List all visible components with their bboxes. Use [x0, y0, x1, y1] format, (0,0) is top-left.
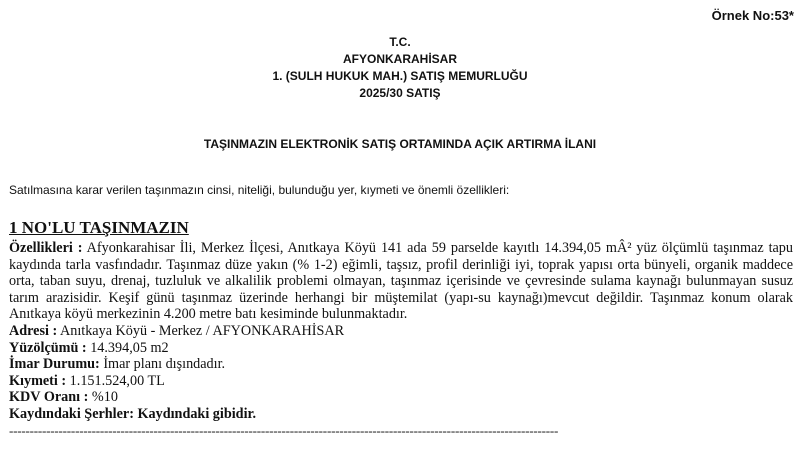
header-line-tc: T.C.	[389, 35, 411, 49]
property-features	[9, 240, 793, 323]
vat-value: %10	[91, 389, 118, 406]
address-label: Adresi :	[9, 322, 58, 339]
property-section	[9, 218, 793, 439]
vat-label: KDV Oranı :	[9, 389, 89, 406]
zoning-label: İmar Durumu:	[9, 356, 100, 373]
notice-title: TAŞINMAZIN ELEKTRONİK SATIŞ ORTAMINDA AÇIK ARTIRMA İLANI	[203, 137, 597, 151]
value-row	[9, 373, 793, 390]
annotations-row	[9, 406, 793, 423]
separator-line: -------------------------------------------------------------------------------------------------------------------------------------	[9, 422, 559, 438]
features-label: Özellikleri :	[9, 240, 83, 256]
vat-row	[9, 389, 793, 406]
annotations-value: Kaydındaki gibidir.	[137, 405, 257, 422]
address-row	[9, 323, 793, 340]
features-text: Afyonkarahisar İli, Merkez İlçesi, Anıtkaya Köyü 141 ada 59 parselde kayıtlı 14.394,05 mÂ² yüz ölçümlü taşınmaz tapu kaydında tarla vasfındadır. Taşınmaz düze yakın (% 1-2) eğimli, taşsız, profil derinliği iyi, toprak yapısı orta bünyeli, organik maddece orta, taban suyu, drenaj, tuzluluk ve alkalilik problemi olmayan, taşınmaz içerisinde ve çevresinde sulama kaynağı bulunmayan susuz tarım arazisidir. Keşif günü taşınmaz üzerinde herhangi bir müştemilat (yapı-su kaynağı)mevcut değildir. Taşınmaz konum olarak Anıtkaya köyü merkezinin 4.200 metre batı kesiminde bulunmaktadır.	[9, 240, 793, 323]
address-value: Anıtkaya Köyü - Merkez / AFYONKARAHİSAR	[59, 322, 345, 339]
intro-text: Satılmasına karar verilen taşınmazın cinsi, niteliği, bulunduğu yer, kıymeti ve önemli özellikleri:	[9, 183, 510, 197]
annotations-label: Kaydındaki Şerhler:	[9, 405, 134, 422]
form-number: Örnek No:53*	[711, 8, 794, 23]
area-label: Yüzölçümü :	[9, 339, 87, 356]
property-heading: 1 NO'LU TAŞINMAZIN	[9, 218, 189, 237]
area-row	[9, 340, 793, 357]
zoning-row	[9, 356, 793, 373]
area-value: 14.394,05 m2	[90, 339, 169, 356]
value-label: Kıymeti :	[9, 372, 67, 389]
zoning-value: İmar planı dışındadır.	[103, 356, 226, 373]
header-line-city: AFYONKARAHİSAR	[343, 52, 457, 66]
header-line-case: 2025/30 SATIŞ	[359, 86, 441, 100]
value-amount: 1.151.524,00 TL	[69, 372, 165, 389]
document-header	[0, 34, 800, 102]
header-line-office: 1. (SULH HUKUK MAH.) SATIŞ MEMURLUĞU	[272, 69, 528, 83]
